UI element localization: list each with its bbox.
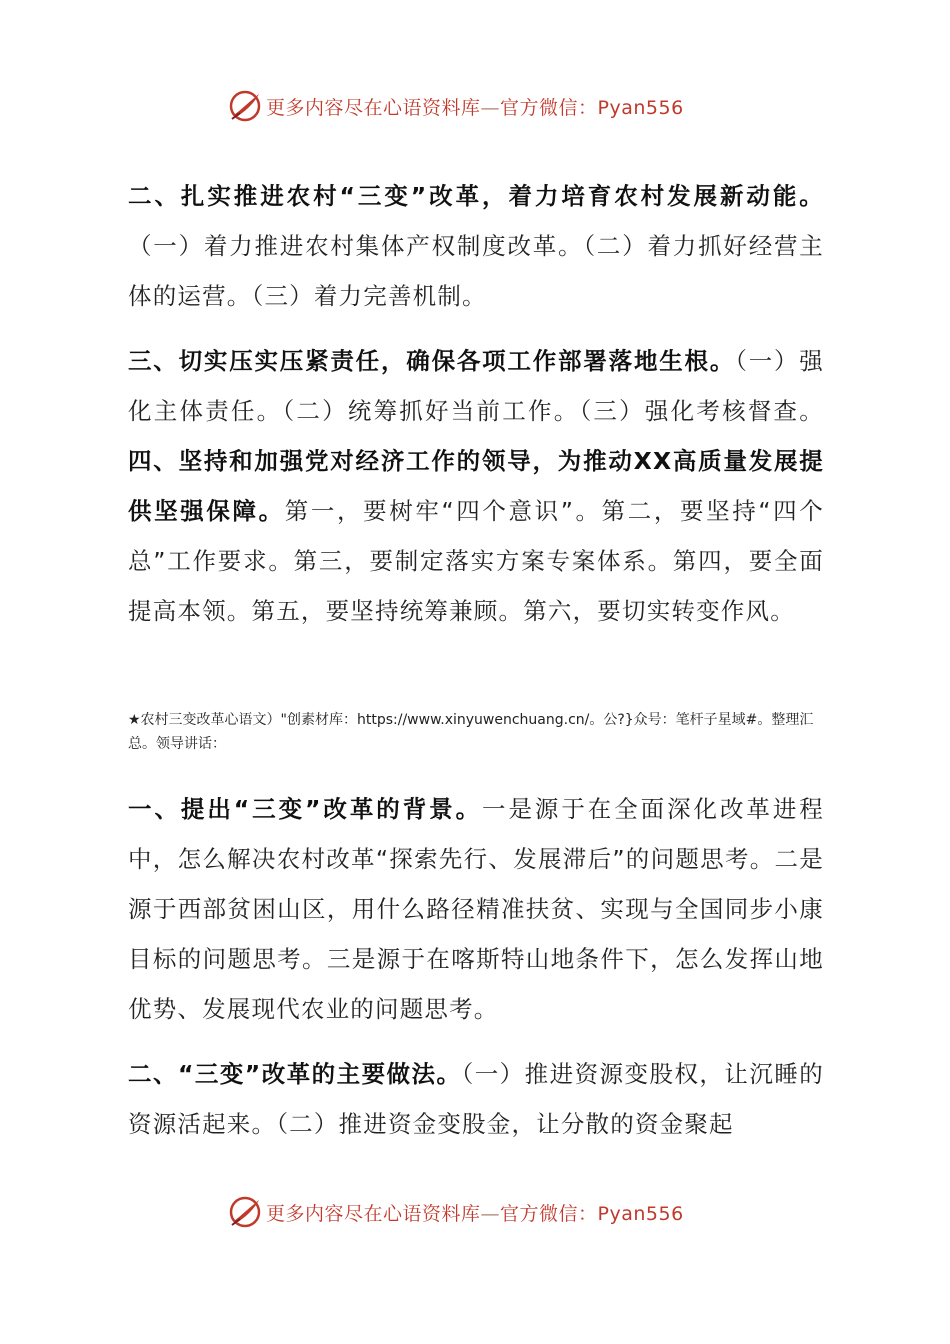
source-note: ★农村三变改革心语文）"创素材库：https://www.xinyuwenchuang.cn/。公?}众号：笔杆子星域#。整理汇总。领导讲话： — [128, 712, 814, 752]
section-heading: 四、坚持和加强党对经济工作的领导，为推动XX高质量发展提供坚强保障。 — [128, 447, 824, 525]
section-heading: 三、切实压实压紧责任，确保各项工作部署落地生根。 — [128, 347, 736, 375]
background-paragraph — [128, 784, 824, 1034]
section-two-paragraph — [128, 171, 824, 321]
section-body: 第一，要树牢“四个意识”。第二，要坚持“四个总”工作要求。第三，要制定落实方案专案体系。第四，要全面提高本领。第五，要坚持统筹兼顾。第六，要切实转变作风。 — [128, 497, 824, 625]
quill-logo-icon — [228, 1195, 262, 1229]
section-three-four-paragraph — [128, 336, 824, 636]
banner-text: 更多内容尽在心语资料库—官方微信：Pyan556 — [266, 1202, 684, 1225]
quill-logo-icon — [228, 89, 262, 123]
section-body: （一）着力推进农村集体产权制度改革。（二）着力抓好经营主体的运营。（三）着力完善机制。 — [128, 232, 824, 310]
section-body: （一）强化主体责任。（二）统筹抓好当前工作。（三）强化考核督查。 — [128, 347, 824, 425]
section-heading: 一、提出“三变”改革的背景。 — [128, 795, 483, 823]
section-body: （一）推进资源变股权，让沉睡的资源活起来。（二）推进资金变股金，让分散的资金聚起 — [128, 1060, 824, 1138]
footer-banner — [228, 1192, 748, 1232]
section-heading: 二、“三变”改革的主要做法。 — [128, 1060, 462, 1088]
section-heading: 二、扎实推进农村“三变”改革，着力培育农村发展新动能。 — [128, 182, 824, 210]
banner-text: 更多内容尽在心语资料库—官方微信：Pyan556 — [266, 96, 684, 119]
header-banner — [228, 86, 748, 126]
section-body: 一是源于在全面深化改革进程中，怎么解决农村改革“探索先行、发展滞后”的问题思考。二是源于西部贫困山区，用什么路径精准扶贫、实现与全国同步小康目标的问题思考。三是源于在喀斯特山地条件下，怎么发挥山地优势、发展现代农业的问题思考。 — [128, 795, 824, 1023]
practices-paragraph — [128, 1049, 824, 1149]
